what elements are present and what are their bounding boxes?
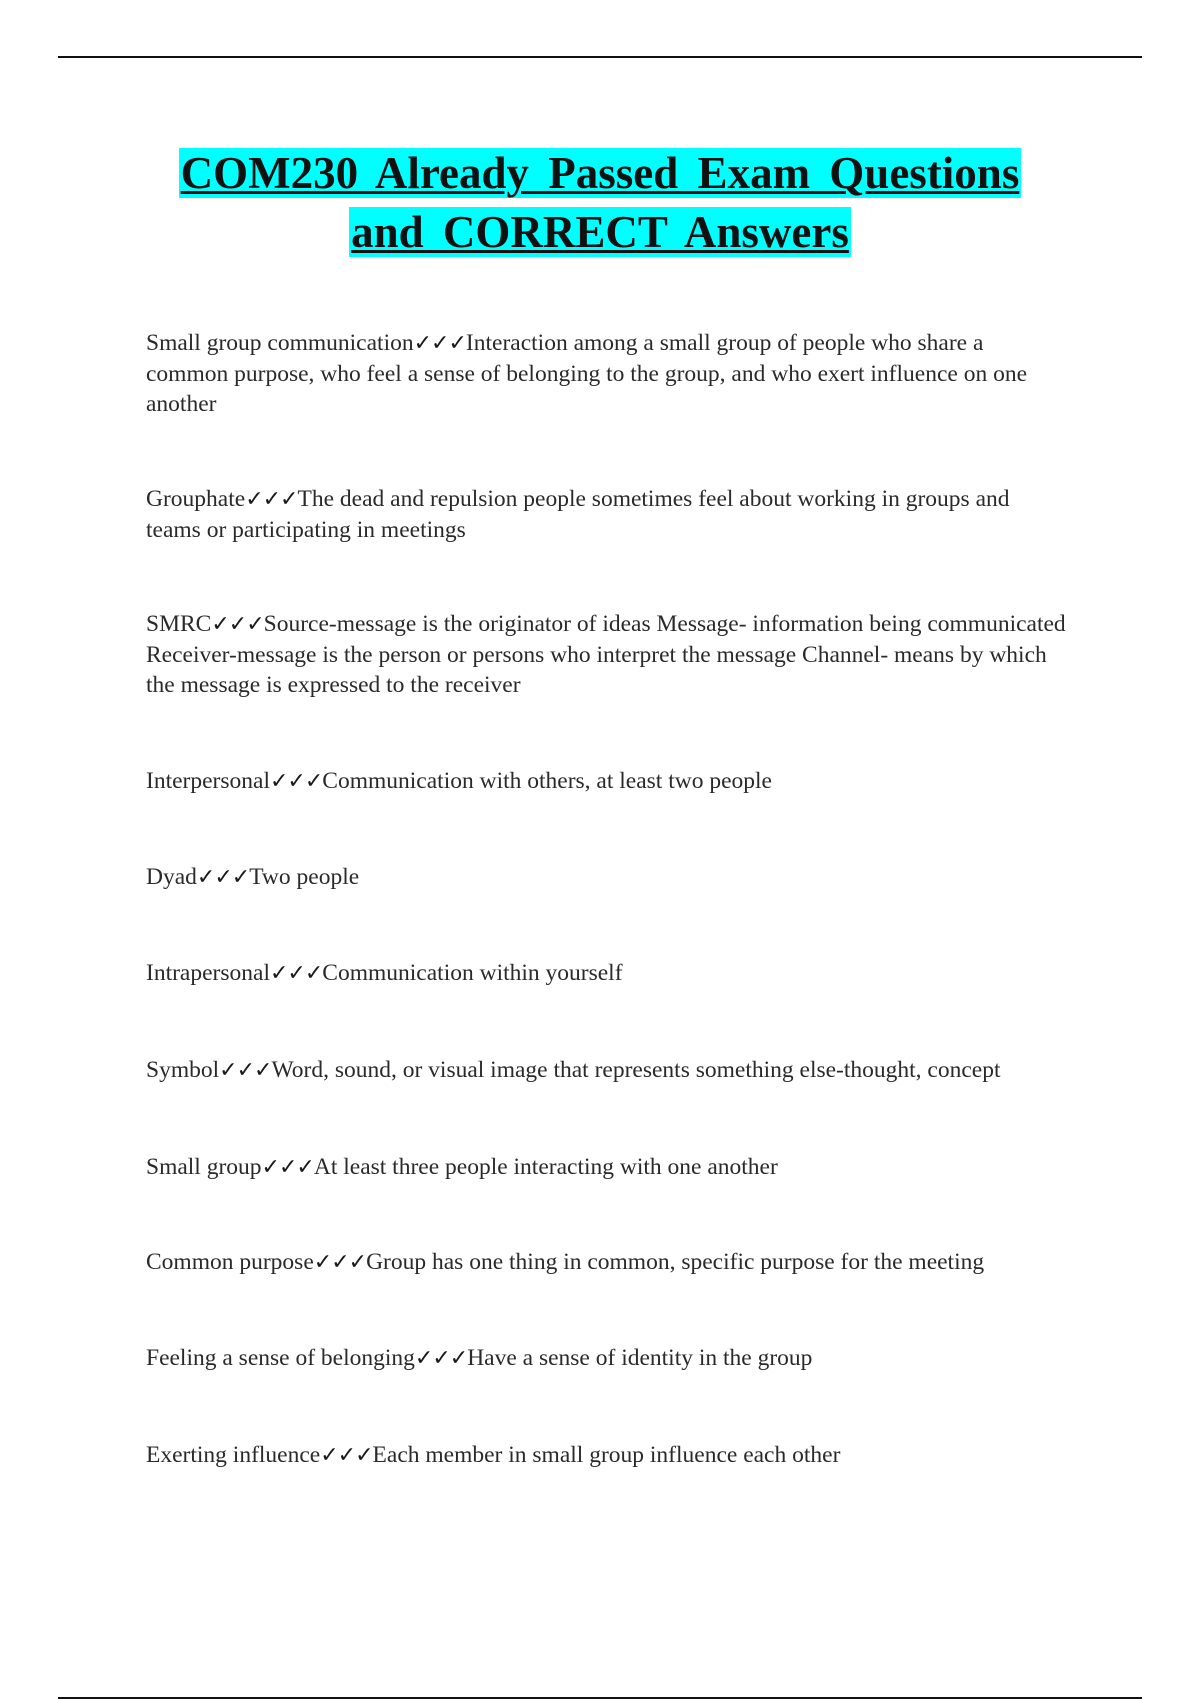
entry-definition: Word, sound, or visual image that represents something else-thought, concept [271,1057,1001,1083]
check-mark-icon: ✓✓✓ [196,865,250,890]
check-mark-icon: ✓✓✓ [313,1250,367,1275]
entry-definition: Group has one thing in common, specific purpose for the meeting [366,1249,985,1275]
entry-definition: Have a sense of identity in the group [467,1345,813,1371]
bottom-divider [58,1697,1142,1699]
entry-definition: Source-message is the originator of ideas Message- information being communicated Receiver-message is the person or persons who interpret the message Channel- means by which the message is expressed to the receiver [146,611,1066,698]
entry-definition: Two people [249,864,360,890]
qa-entry [146,862,1066,893]
entry-definition: At least three people interacting with one another [313,1154,778,1180]
check-mark-icon: ✓✓✓ [269,961,323,986]
check-mark-icon: ✓✓✓ [269,769,323,794]
qa-entry [146,1440,1066,1471]
entry-term: Symbol [146,1057,220,1083]
check-mark-icon: ✓✓✓ [261,1155,314,1180]
check-mark-icon: ✓✓✓ [211,612,264,637]
qa-entry [146,328,1066,419]
qa-entry [146,1055,1066,1086]
qa-entry [146,1152,1066,1183]
check-mark-icon: ✓✓✓ [413,331,466,356]
entry-term: Feeling a sense of belonging [146,1345,415,1371]
qa-entry [146,958,1066,989]
check-mark-icon: ✓✓✓ [245,487,298,512]
qa-entry [146,484,1066,545]
entry-definition: The dead and repulsion people sometimes feel about working in groups and teams or participating in meetings [146,486,1010,543]
title-line-1: COM230 Already Passed Exam Questions [180,148,1020,198]
entry-term: Dyad [146,864,197,890]
entry-definition: Interaction among a small group of people who share a common purpose, who feel a sense of belonging to the group, and who exert influence on one another [146,330,1028,417]
check-mark-icon: ✓✓✓ [414,1346,468,1371]
entry-term: Small group [146,1154,262,1180]
entry-definition: Each member in small group influence each other [372,1442,841,1468]
entry-term: SMRC [146,611,212,637]
qa-entry [146,1247,1066,1278]
check-mark-icon: ✓✓✓ [320,1443,373,1468]
entry-term: Interpersonal [146,768,270,794]
entry-term: Common purpose [146,1249,314,1275]
qa-entry [146,609,1066,700]
entry-term: Small group communication [146,330,414,356]
entry-definition: Communication within yourself [322,960,623,986]
top-divider [58,56,1142,58]
document-title [120,144,1080,262]
check-mark-icon: ✓✓✓ [219,1058,272,1083]
qa-entry [146,1343,1066,1374]
entry-term: Exerting influence [146,1442,321,1468]
title-line-2: and CORRECT Answers [351,207,849,257]
qa-entry [146,766,1066,797]
entry-term: Grouphate [146,486,246,512]
entry-term: Intrapersonal [146,960,270,986]
entry-definition: Communication with others, at least two people [322,768,772,794]
